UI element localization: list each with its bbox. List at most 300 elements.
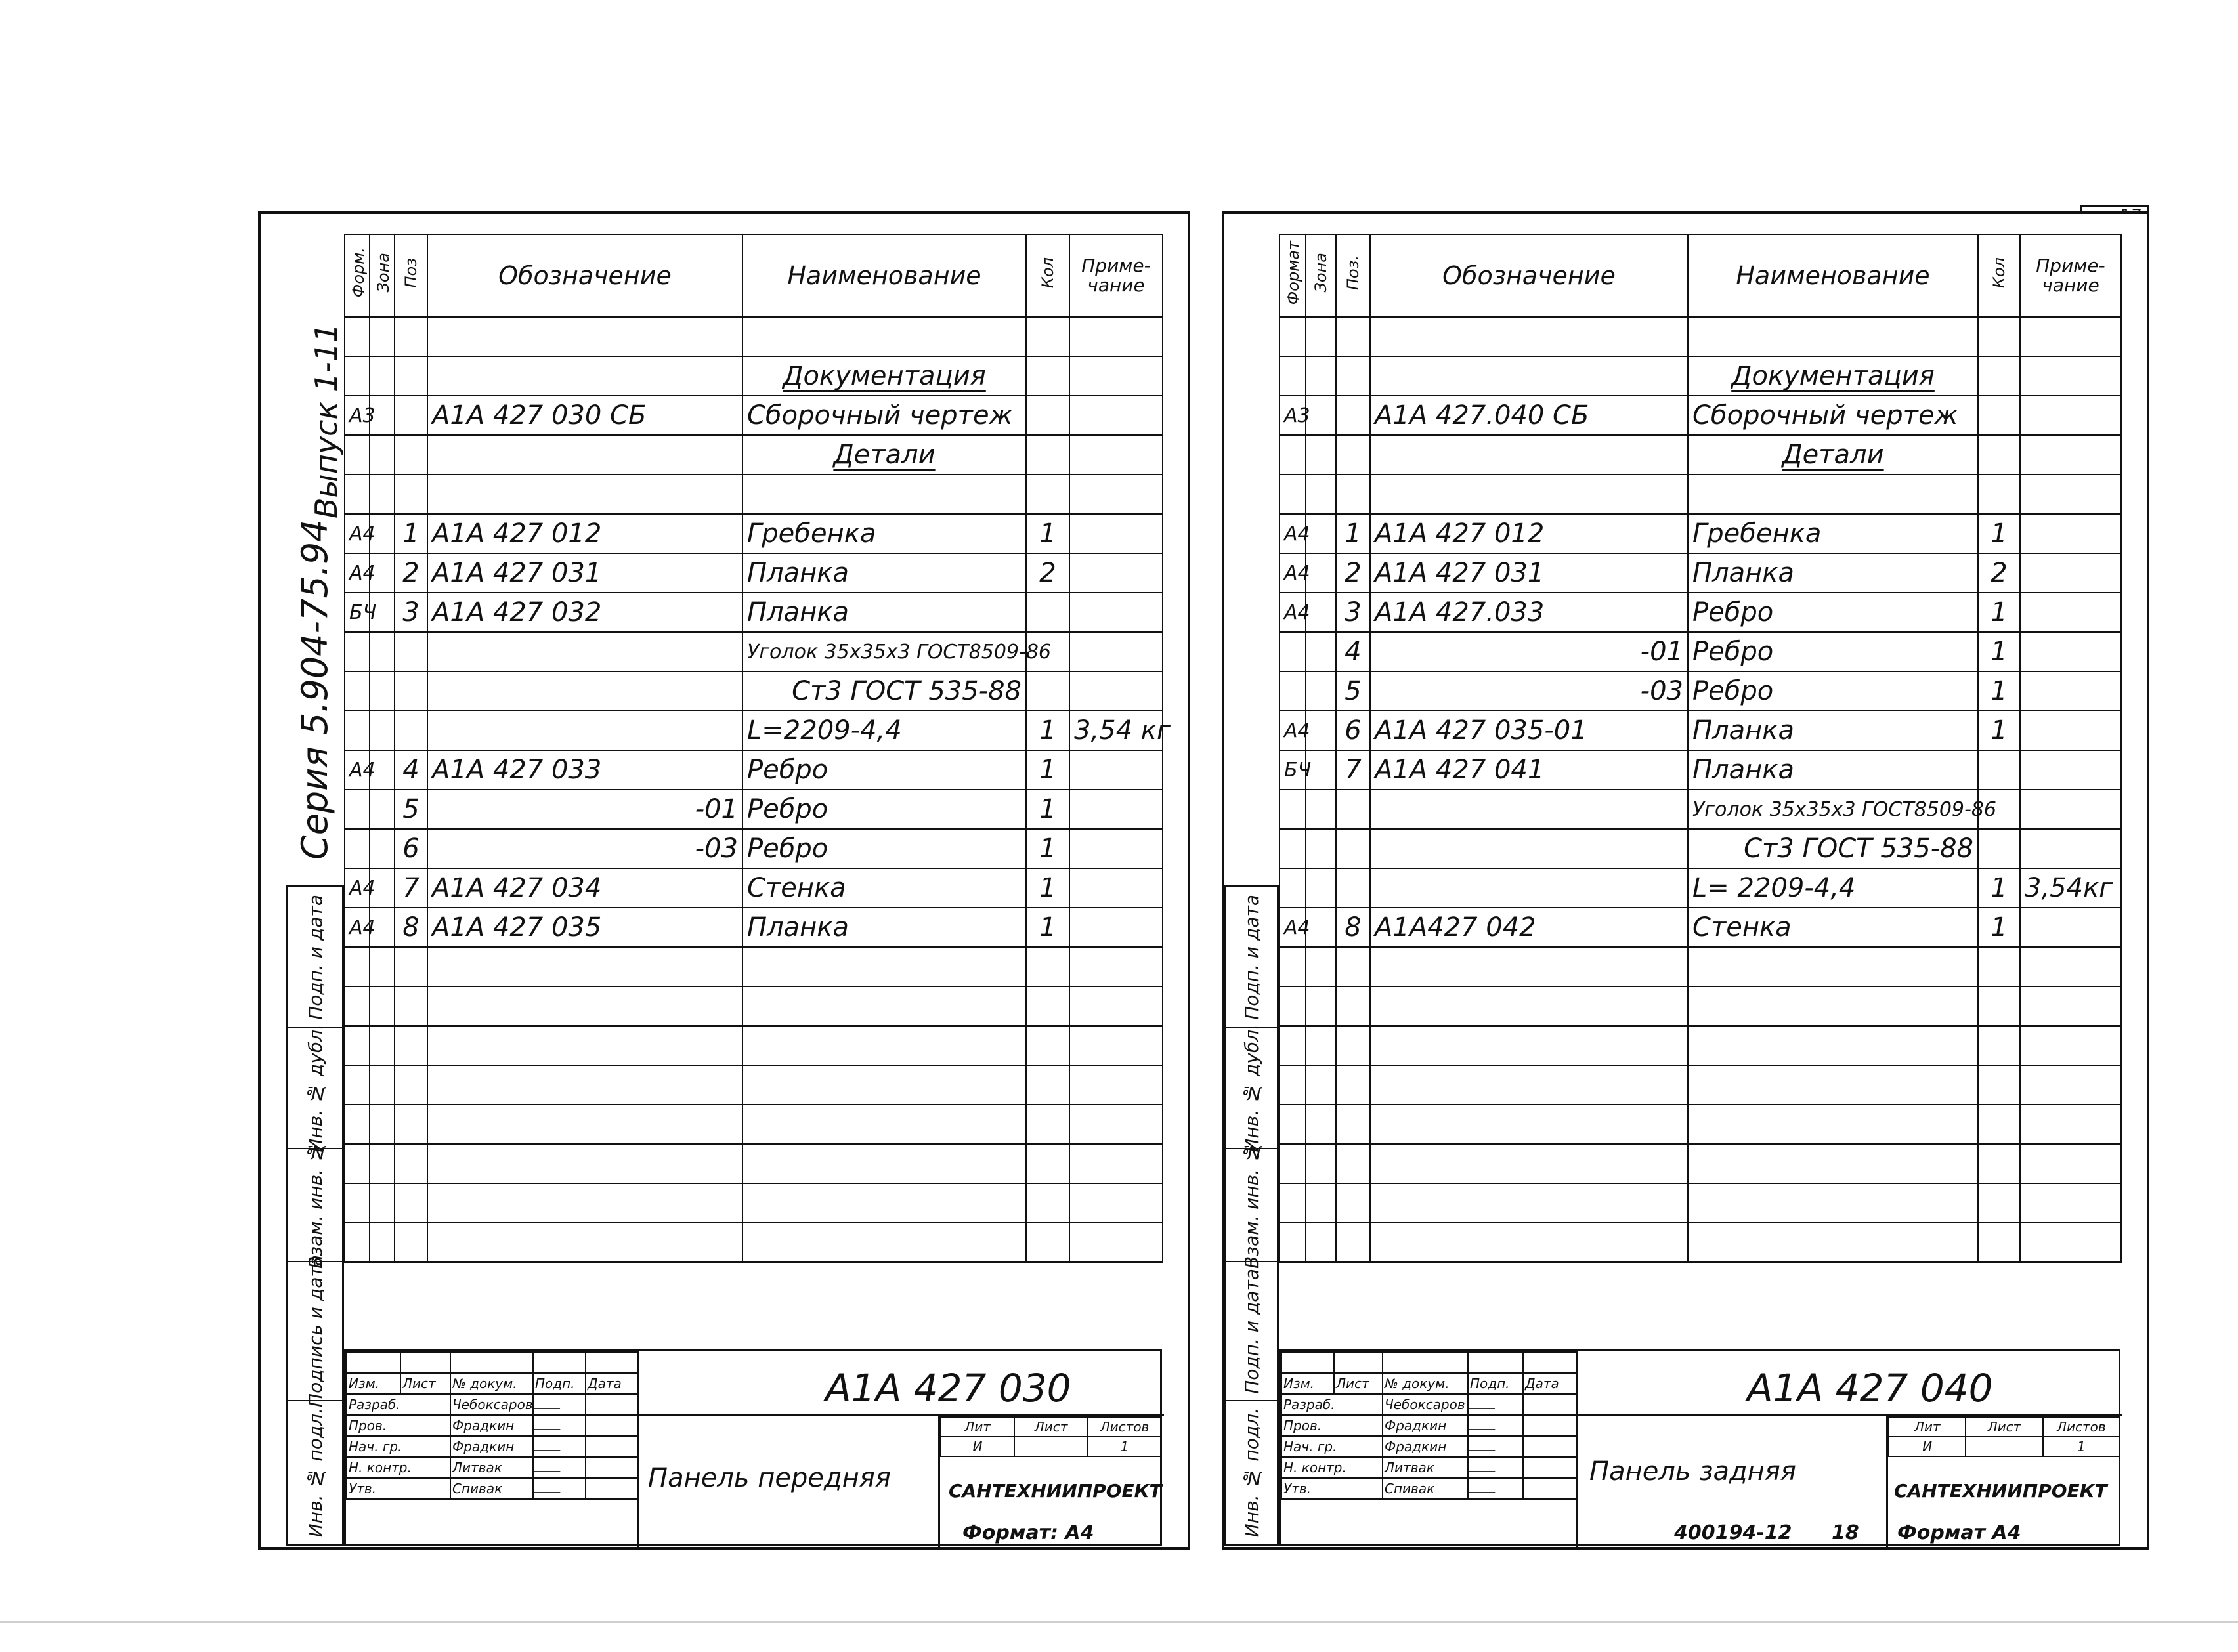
cell-qty (1978, 947, 2020, 986)
cell-note (1069, 986, 1163, 1026)
cell-name: Ребро (742, 750, 1026, 790)
side-label: Инв. № дубл. (304, 1024, 326, 1153)
signature-icon (1469, 1485, 1497, 1493)
table-row (345, 1223, 1163, 1262)
cell-name: Планка (1688, 750, 1978, 790)
cell-pos (1336, 868, 1370, 908)
signature-icon (1469, 1422, 1497, 1430)
cell-designation: А1А 427 033 (427, 750, 742, 790)
section-heading: Детали (833, 440, 936, 470)
cell-designation (427, 356, 742, 396)
person: Фрадкин (1383, 1436, 1468, 1457)
cell-qty (1978, 829, 2020, 868)
cell-qty (1978, 475, 2020, 514)
cell-pos (395, 356, 427, 396)
table-row (345, 868, 1163, 908)
cell-pos: 1 (1336, 514, 1370, 553)
cell-name (1688, 1065, 1978, 1105)
cell-zone (370, 947, 395, 986)
cell-pos (395, 396, 427, 435)
cell-designation (1370, 1144, 1688, 1183)
cell-name (742, 1026, 1026, 1065)
cell-qty (1978, 1183, 2020, 1223)
table-row (1280, 711, 2121, 750)
cell-format (1280, 475, 1306, 514)
cell-note (2020, 396, 2121, 435)
role: Н. контр. (347, 1457, 450, 1478)
cell-qty (1978, 750, 2020, 790)
role: Разраб. (1281, 1394, 1383, 1415)
cell-pos (395, 947, 427, 986)
cell-pos (395, 986, 427, 1026)
cell-name (1688, 947, 1978, 986)
cell-pos (1336, 1144, 1370, 1183)
table-row (1280, 1144, 2121, 1183)
table-row (345, 317, 1163, 356)
cell-qty (1026, 396, 1069, 435)
cell-name (742, 317, 1026, 356)
table-row (1280, 1183, 2121, 1223)
cell-format (345, 356, 370, 396)
cell-zone (1306, 671, 1336, 711)
cell-name (1688, 1105, 1978, 1144)
col-qty-header: Кол (1039, 257, 1057, 289)
col-designation-header: Обозначение (427, 234, 742, 317)
cell-format (345, 671, 370, 711)
sheets-label: Листов (2043, 1417, 2120, 1437)
scan-edge-line (0, 1621, 2238, 1623)
cell-pos: 6 (395, 829, 427, 868)
col-zone-header: Зона (374, 253, 393, 293)
cell-format: А4 (1280, 514, 1306, 553)
section-heading: Документация (1731, 361, 1935, 391)
cell-note (1069, 475, 1163, 514)
cell-qty (1978, 317, 2020, 356)
role: Утв. (347, 1478, 450, 1499)
cell-format (1280, 1065, 1306, 1105)
cell-note (2020, 632, 2121, 671)
cell-format (1280, 1223, 1306, 1262)
cell-format (345, 435, 370, 475)
cell-format (1280, 1183, 1306, 1223)
sheet-label: Лист (1966, 1417, 2042, 1437)
col-name-header: Наименование (742, 234, 1026, 317)
hdr-sheet: Лист (400, 1373, 450, 1394)
sheets-label: Листов (1088, 1417, 1161, 1437)
cell-pos (1336, 356, 1370, 396)
col-qty-header: Кол (1990, 257, 2008, 289)
cell-designation (427, 986, 742, 1026)
cell-note (2020, 1223, 2121, 1262)
cell-name: Ст3 ГОСТ 535-88 (742, 671, 1026, 711)
cell-pos (395, 632, 427, 671)
cell-note (1069, 868, 1163, 908)
right-side-stamp (1224, 885, 1279, 1546)
cell-zone (370, 986, 395, 1026)
cell-note (2020, 947, 2121, 986)
role: Разраб. (347, 1394, 450, 1415)
cell-designation (427, 632, 742, 671)
cell-pos (1336, 435, 1370, 475)
person: Спивак (1383, 1478, 1468, 1499)
hdr-date: Дата (1523, 1373, 1577, 1394)
cell-note (1069, 1144, 1163, 1183)
doc-code: А1А 427 040 (1747, 1366, 1993, 1410)
cell-note (1069, 671, 1163, 711)
cell-zone (370, 671, 395, 711)
cell-note (1069, 514, 1163, 553)
cell-name (1688, 1144, 1978, 1183)
cell-pos: 2 (395, 553, 427, 593)
cell-designation (1370, 435, 1688, 475)
section-heading: Детали (1782, 440, 1884, 470)
cell-zone (1306, 1223, 1336, 1262)
cell-format: БЧ (345, 593, 370, 632)
side-label: Подп. и дата (1240, 1268, 1262, 1394)
cell-zone (370, 1026, 395, 1065)
cell-qty: 2 (1026, 553, 1069, 593)
cell-designation (427, 947, 742, 986)
cell-pos: 1 (395, 514, 427, 553)
lit-label: Лит (941, 1417, 1014, 1437)
table-row (345, 671, 1163, 711)
cell-note (2020, 750, 2121, 790)
cell-zone (1306, 947, 1336, 986)
side-label: Подп. и дата (1240, 894, 1262, 1020)
cell-format: А3 (1280, 396, 1306, 435)
cell-zone (370, 1105, 395, 1144)
cell-designation: А1А427 042 (1370, 908, 1688, 947)
person: Спивак (450, 1478, 533, 1499)
cell-note (1069, 1105, 1163, 1144)
cell-qty: 1 (1026, 514, 1069, 553)
table-row (1280, 435, 2121, 475)
cell-format: А3 (345, 396, 370, 435)
cell-format: А4 (1280, 593, 1306, 632)
side-label: Инв. № дубл. (1240, 1024, 1262, 1153)
cell-note: 3,54 кг (1069, 711, 1163, 750)
section-heading: Документация (783, 361, 986, 391)
cell-designation (1370, 356, 1688, 396)
cell-note (2020, 1026, 2121, 1065)
cell-qty (1978, 1026, 2020, 1065)
side-label: Подп. и дата (304, 894, 326, 1020)
cell-pos (1336, 396, 1370, 435)
cell-zone (370, 632, 395, 671)
cell-name: Уголок 35х35х3 ГОСТ8509-86 (1688, 790, 1978, 829)
cell-format: А4 (345, 750, 370, 790)
table-row (1280, 593, 2121, 632)
table-row (345, 986, 1163, 1026)
cell-pos: 8 (395, 908, 427, 947)
cell-name (1688, 1183, 1978, 1223)
lit-value: И (941, 1437, 1014, 1456)
cell-designation (427, 1065, 742, 1105)
cell-designation: -01 (1370, 632, 1688, 671)
cell-pos (1336, 947, 1370, 986)
cell-qty: 1 (1978, 908, 2020, 947)
cell-format (1280, 986, 1306, 1026)
table-row (1280, 671, 2121, 711)
cell-note (1069, 947, 1163, 986)
cell-note (2020, 1144, 2121, 1183)
cell-name: Гребенка (1688, 514, 1978, 553)
cell-pos: 7 (395, 868, 427, 908)
cell-format (345, 1105, 370, 1144)
cell-designation (1370, 1223, 1688, 1262)
cell-designation: -01 (427, 790, 742, 829)
signature-icon (534, 1401, 563, 1409)
hdr-sign: Подп. (1468, 1373, 1523, 1394)
cell-zone (370, 435, 395, 475)
cell-format (345, 317, 370, 356)
footer-num: 18 (1832, 1521, 1859, 1544)
cell-pos (1336, 1065, 1370, 1105)
cell-name: Планка (1688, 553, 1978, 593)
table-row (345, 593, 1163, 632)
side-label: Инв. № подл. (304, 1408, 326, 1538)
cell-zone (1306, 1144, 1336, 1183)
cell-format: А4 (1280, 553, 1306, 593)
side-label: Взам. инв. № (304, 1141, 326, 1269)
table-row (1280, 514, 2121, 553)
cell-format (345, 986, 370, 1026)
cell-format (1280, 829, 1306, 868)
signature-icon (534, 1485, 563, 1493)
col-note-header: Приме- чание (1069, 234, 1163, 317)
cell-name (742, 1223, 1026, 1262)
cell-name: Ст3 ГОСТ 535-88 (1688, 829, 1978, 868)
cell-qty (1978, 1105, 2020, 1144)
cell-name (1688, 356, 1978, 396)
cell-format (345, 947, 370, 986)
cell-pos (1336, 475, 1370, 514)
cell-pos: 7 (1336, 750, 1370, 790)
cell-pos (1336, 829, 1370, 868)
cell-format (345, 632, 370, 671)
hdr-sign: Подп. (533, 1373, 586, 1394)
cell-zone (1306, 1183, 1336, 1223)
signature-icon (1469, 1401, 1497, 1409)
cell-name: Сборочный чертеж (1688, 396, 1978, 435)
cell-format (1280, 868, 1306, 908)
cell-designation: А1А 427.033 (1370, 593, 1688, 632)
cell-format (1280, 671, 1306, 711)
cell-zone (370, 790, 395, 829)
cell-pos (1336, 1026, 1370, 1065)
person: Чебоксаров (450, 1394, 533, 1415)
format-note: Формат А4 (1897, 1521, 2021, 1544)
table-row (345, 514, 1163, 553)
col-designation-header: Обозначение (1370, 234, 1688, 317)
signature-icon (1469, 1443, 1497, 1451)
cell-note (2020, 1183, 2121, 1223)
side-label: Инв. № подл. (1240, 1408, 1262, 1538)
cell-designation (427, 1026, 742, 1065)
cell-zone (1306, 829, 1336, 868)
cell-pos (395, 1105, 427, 1144)
cell-designation (1370, 317, 1688, 356)
cell-designation (1370, 475, 1688, 514)
cell-qty: 1 (1026, 711, 1069, 750)
cell-qty: 1 (1978, 671, 2020, 711)
cell-pos: 4 (395, 750, 427, 790)
cell-name (1688, 317, 1978, 356)
cell-pos (1336, 1223, 1370, 1262)
cell-name (1688, 435, 1978, 475)
cell-note (2020, 514, 2121, 553)
cell-pos (395, 1183, 427, 1223)
org-name: САНТЕХНИИПРОЕКТ (1894, 1480, 2107, 1502)
cell-designation (1370, 986, 1688, 1026)
cell-pos (1336, 1183, 1370, 1223)
lit-table (1888, 1416, 2120, 1457)
cell-designation (1370, 1026, 1688, 1065)
cell-note (2020, 553, 2121, 593)
table-row (1280, 868, 2121, 908)
cell-designation: А1А 427 035 (427, 908, 742, 947)
right-spec-table (1279, 234, 2122, 1263)
cell-format (1280, 1144, 1306, 1183)
cell-format (345, 1183, 370, 1223)
role: Пров. (1281, 1415, 1383, 1436)
cell-format: А4 (1280, 711, 1306, 750)
sheets-value: 1 (2043, 1437, 2120, 1456)
cell-pos (395, 671, 427, 711)
cell-note (2020, 593, 2121, 632)
cell-zone (1306, 868, 1336, 908)
cell-designation (427, 671, 742, 711)
cell-qty (1026, 1105, 1069, 1144)
cell-format (1280, 317, 1306, 356)
cell-name (1688, 1026, 1978, 1065)
cell-format (1280, 435, 1306, 475)
cell-name: L=2209-4,4 (742, 711, 1026, 750)
table-row (1280, 829, 2121, 868)
cell-designation (427, 1105, 742, 1144)
table-row (1280, 790, 2121, 829)
cell-format (1280, 632, 1306, 671)
series-label: Серия 5.904-75.94 (294, 519, 335, 860)
doc-name: Панель передняя (648, 1463, 891, 1493)
cell-zone (370, 317, 395, 356)
cell-format (345, 1065, 370, 1105)
cell-pos (1336, 317, 1370, 356)
sheet-label: Лист (1014, 1417, 1088, 1437)
cell-designation (427, 1223, 742, 1262)
table-row (345, 1065, 1163, 1105)
cell-note (1069, 317, 1163, 356)
table-row (345, 1026, 1163, 1065)
cell-designation (1370, 1183, 1688, 1223)
table-row (1280, 986, 2121, 1026)
table-row (345, 790, 1163, 829)
cell-zone (1306, 1105, 1336, 1144)
cell-note (2020, 908, 2121, 947)
cell-zone (370, 1065, 395, 1105)
cell-format (345, 1144, 370, 1183)
cell-note (2020, 829, 2121, 868)
person: Чебоксаров (1383, 1394, 1468, 1415)
cell-designation: А1А 427 032 (427, 593, 742, 632)
table-row (345, 553, 1163, 593)
person: Литвак (1383, 1457, 1468, 1478)
table-row (345, 829, 1163, 868)
right-title-block (1279, 1349, 2120, 1546)
table-row (345, 435, 1163, 475)
cell-qty: 1 (1026, 750, 1069, 790)
col-name-header: Наименование (1688, 234, 1978, 317)
cell-pos: 5 (395, 790, 427, 829)
col-pos-header: Поз (402, 257, 420, 288)
cell-zone (1306, 317, 1336, 356)
table-row (345, 908, 1163, 947)
cell-note (1069, 908, 1163, 947)
cell-format: А4 (1280, 908, 1306, 947)
table-header-row (345, 234, 1163, 317)
cell-zone (1306, 356, 1336, 396)
cell-note (1069, 1183, 1163, 1223)
cell-pos (395, 475, 427, 514)
cell-qty (1978, 1144, 2020, 1183)
cell-format: А4 (345, 553, 370, 593)
lit-value: И (1889, 1437, 1966, 1456)
left-side-stamp (286, 885, 344, 1546)
hdr-change: Изм. (1281, 1373, 1334, 1394)
cell-qty (1978, 1223, 2020, 1262)
cell-designation (427, 317, 742, 356)
cell-note (2020, 790, 2121, 829)
table-row (345, 1105, 1163, 1144)
role: Н. контр. (1281, 1457, 1383, 1478)
cell-qty: 2 (1978, 553, 2020, 593)
cell-name (742, 1144, 1026, 1183)
cell-format (345, 711, 370, 750)
cell-qty (1978, 435, 2020, 475)
table-row (345, 475, 1163, 514)
table-row (345, 632, 1163, 671)
cell-pos (395, 1144, 427, 1183)
cell-pos: 4 (1336, 632, 1370, 671)
cell-name: Гребенка (742, 514, 1026, 553)
role: Нач. гр. (1281, 1436, 1383, 1457)
side-label: Взам. инв. № (1240, 1141, 1262, 1269)
person: Литвак (450, 1457, 533, 1478)
cell-designation (1370, 947, 1688, 986)
cell-designation (427, 1144, 742, 1183)
table-row (345, 356, 1163, 396)
cell-note (1069, 829, 1163, 868)
cell-note (1069, 435, 1163, 475)
cell-note (1069, 356, 1163, 396)
cell-zone (370, 1223, 395, 1262)
cell-name (742, 1105, 1026, 1144)
cell-pos (395, 1026, 427, 1065)
signature-icon (534, 1443, 563, 1451)
cell-designation: А1А 427 030 СБ (427, 396, 742, 435)
cell-designation (1370, 868, 1688, 908)
cell-pos (395, 1223, 427, 1262)
cell-qty: 1 (1978, 632, 2020, 671)
table-row (345, 947, 1163, 986)
cell-note (1069, 750, 1163, 790)
issue-label: Выпуск 1-11 (309, 323, 344, 519)
hdr-sheet: Лист (1334, 1373, 1383, 1394)
cell-pos (395, 1065, 427, 1105)
cell-pos (1336, 1105, 1370, 1144)
cell-designation: -03 (427, 829, 742, 868)
cell-note (2020, 435, 2121, 475)
